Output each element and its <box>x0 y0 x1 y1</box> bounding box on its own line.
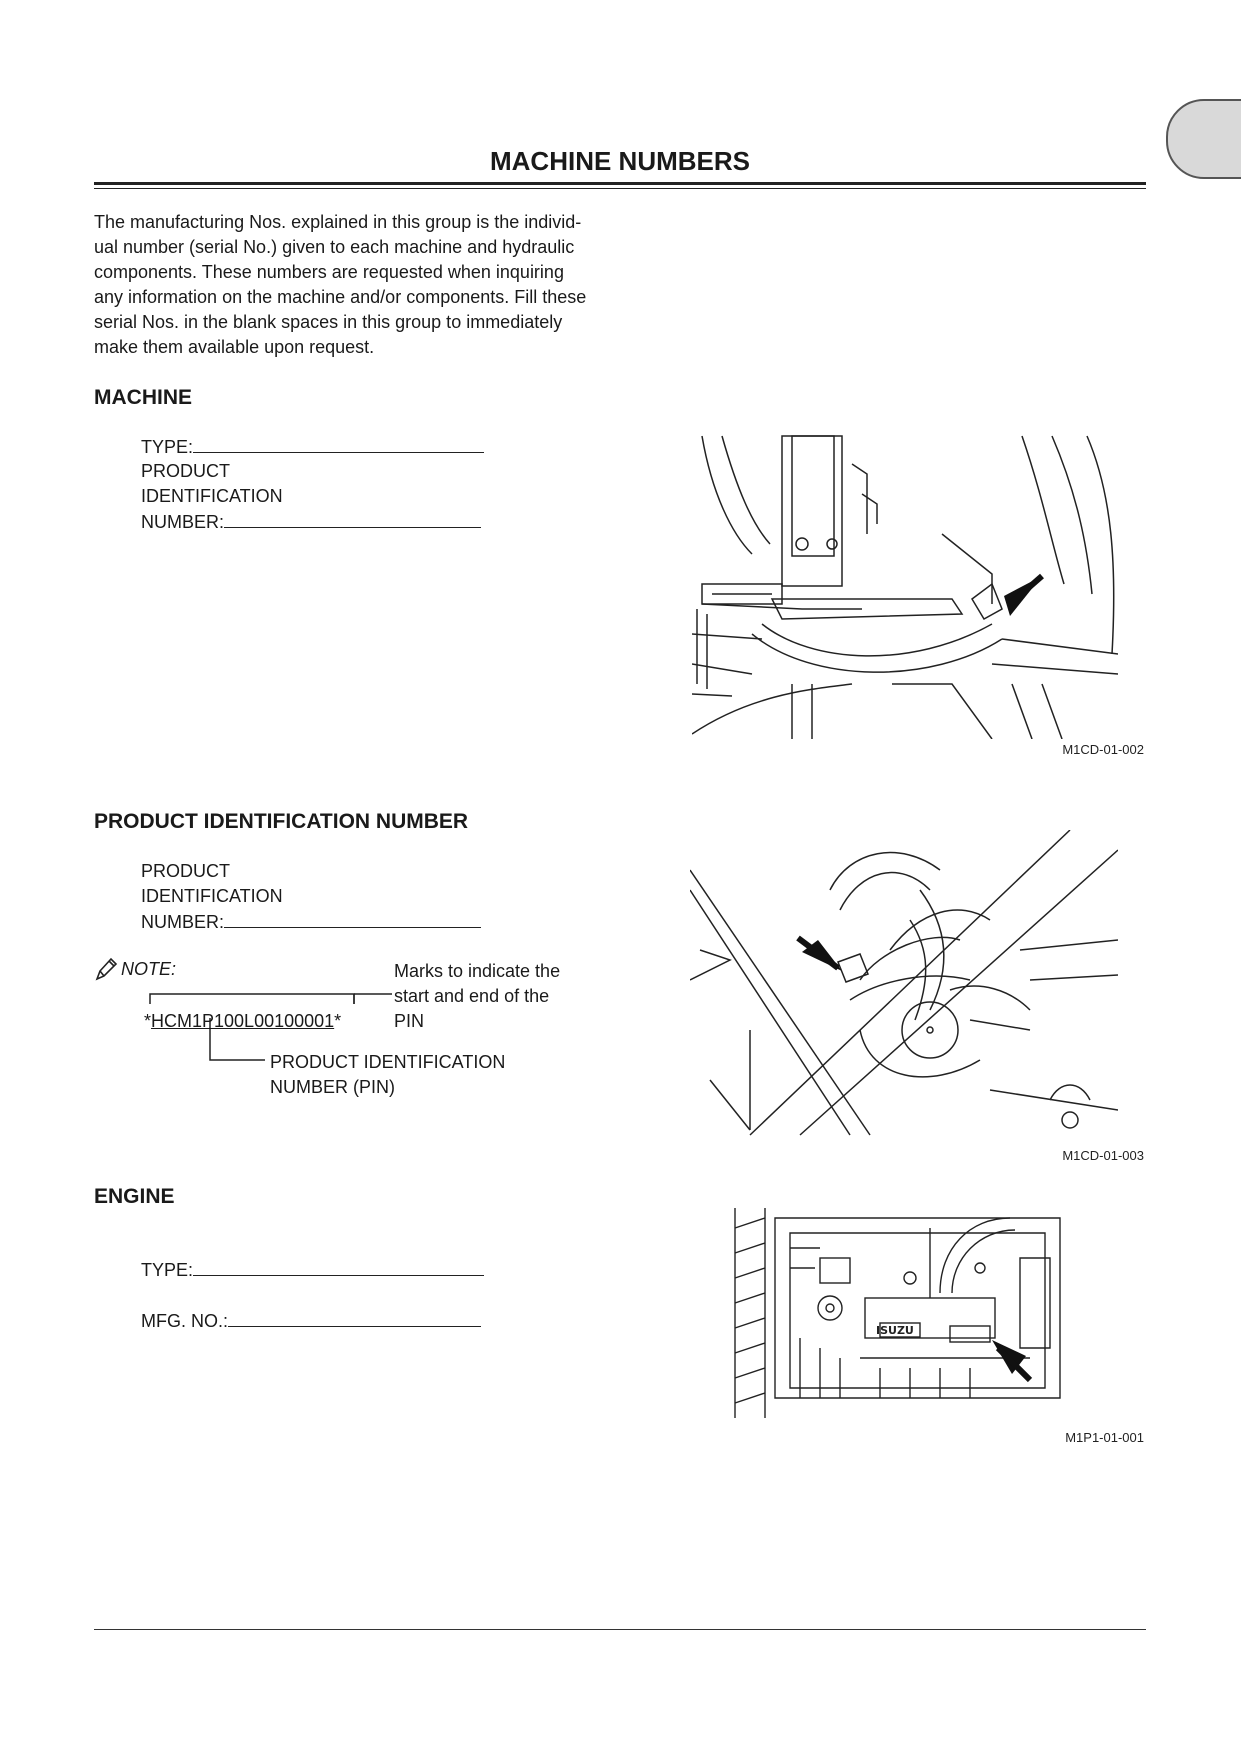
pin-label-2: IDENTIFICATION <box>141 886 283 906</box>
pin-figure-caption: M1CD-01-003 <box>1062 1148 1144 1163</box>
page-title: MACHINE NUMBERS <box>490 146 750 176</box>
engine-mfg-label: MFG. NO.: <box>141 1311 228 1331</box>
machine-figure <box>692 434 1118 739</box>
section-tab <box>1166 99 1241 179</box>
title-rule-thick <box>94 182 1146 185</box>
machine-pin-label-1: PRODUCT <box>141 461 230 481</box>
pin-desc-line-1: PRODUCT IDENTIFICATION <box>270 1052 506 1072</box>
machine-type-label: TYPE: <box>141 437 194 457</box>
engine-logo: ISUZU <box>876 1324 914 1337</box>
marks-line-2: start and end of the <box>394 986 550 1006</box>
marks-text <box>394 959 560 1034</box>
pin-figure <box>690 830 1118 1136</box>
machine-type-blank[interactable] <box>193 434 484 453</box>
pin-label-1: PRODUCT <box>141 861 230 881</box>
engine-heading: ENGINE <box>94 1185 175 1208</box>
pin-heading: PRODUCT IDENTIFICATION NUMBER <box>94 810 469 833</box>
intro-line: any information on the machine and/or components. Fill these <box>94 287 587 307</box>
engine-mfg-blank[interactable] <box>228 1308 481 1327</box>
pin-label-3: NUMBER: <box>141 912 225 932</box>
pencil-icon <box>94 956 118 982</box>
engine-type-label: TYPE: <box>141 1260 194 1280</box>
title-rule-thin <box>94 188 1146 189</box>
pin-desc-line-2: NUMBER (PIN) <box>270 1077 395 1097</box>
pin-example <box>144 1011 341 1032</box>
engine-type-blank[interactable] <box>193 1257 484 1276</box>
pin-description <box>270 1050 505 1100</box>
marks-line-1: Marks to indicate the <box>394 961 561 981</box>
engine-mfg-field <box>141 1308 481 1334</box>
intro-line: make them available upon request. <box>94 337 375 357</box>
pin-blank[interactable] <box>224 909 481 928</box>
pin-code: HCM1P100L00100001 <box>151 1011 335 1031</box>
note-label: NOTE: <box>121 959 177 979</box>
footer-rule <box>94 1629 1146 1630</box>
machine-figure-caption: M1CD-01-002 <box>1062 742 1144 757</box>
intro-line: The manufacturing Nos. explained in this group is the individ- <box>94 212 582 232</box>
machine-type-field <box>141 434 484 460</box>
intro-line: ual number (serial No.) given to each machine and hydraulic <box>94 237 575 257</box>
machine-heading: MACHINE <box>94 386 192 409</box>
engine-type-field <box>141 1257 484 1283</box>
machine-pin-blank[interactable] <box>224 509 481 528</box>
pin-star-close: * <box>334 1011 342 1031</box>
pin-star-open: * <box>144 1011 152 1031</box>
machine-pin-field <box>141 459 481 535</box>
pin-field <box>141 859 481 935</box>
marks-line-3: PIN <box>394 1011 425 1031</box>
intro-line: serial Nos. in the blank spaces in this group to immediately <box>94 312 563 332</box>
engine-figure <box>730 1198 1080 1422</box>
engine-figure-caption: M1P1-01-001 <box>1065 1430 1144 1445</box>
page-title-wrap <box>94 146 1146 177</box>
machine-pin-label-2: IDENTIFICATION <box>141 486 283 506</box>
intro-paragraph <box>94 210 654 360</box>
machine-pin-label-3: NUMBER: <box>141 512 225 532</box>
intro-line: components. These numbers are requested when inquiring <box>94 262 564 282</box>
